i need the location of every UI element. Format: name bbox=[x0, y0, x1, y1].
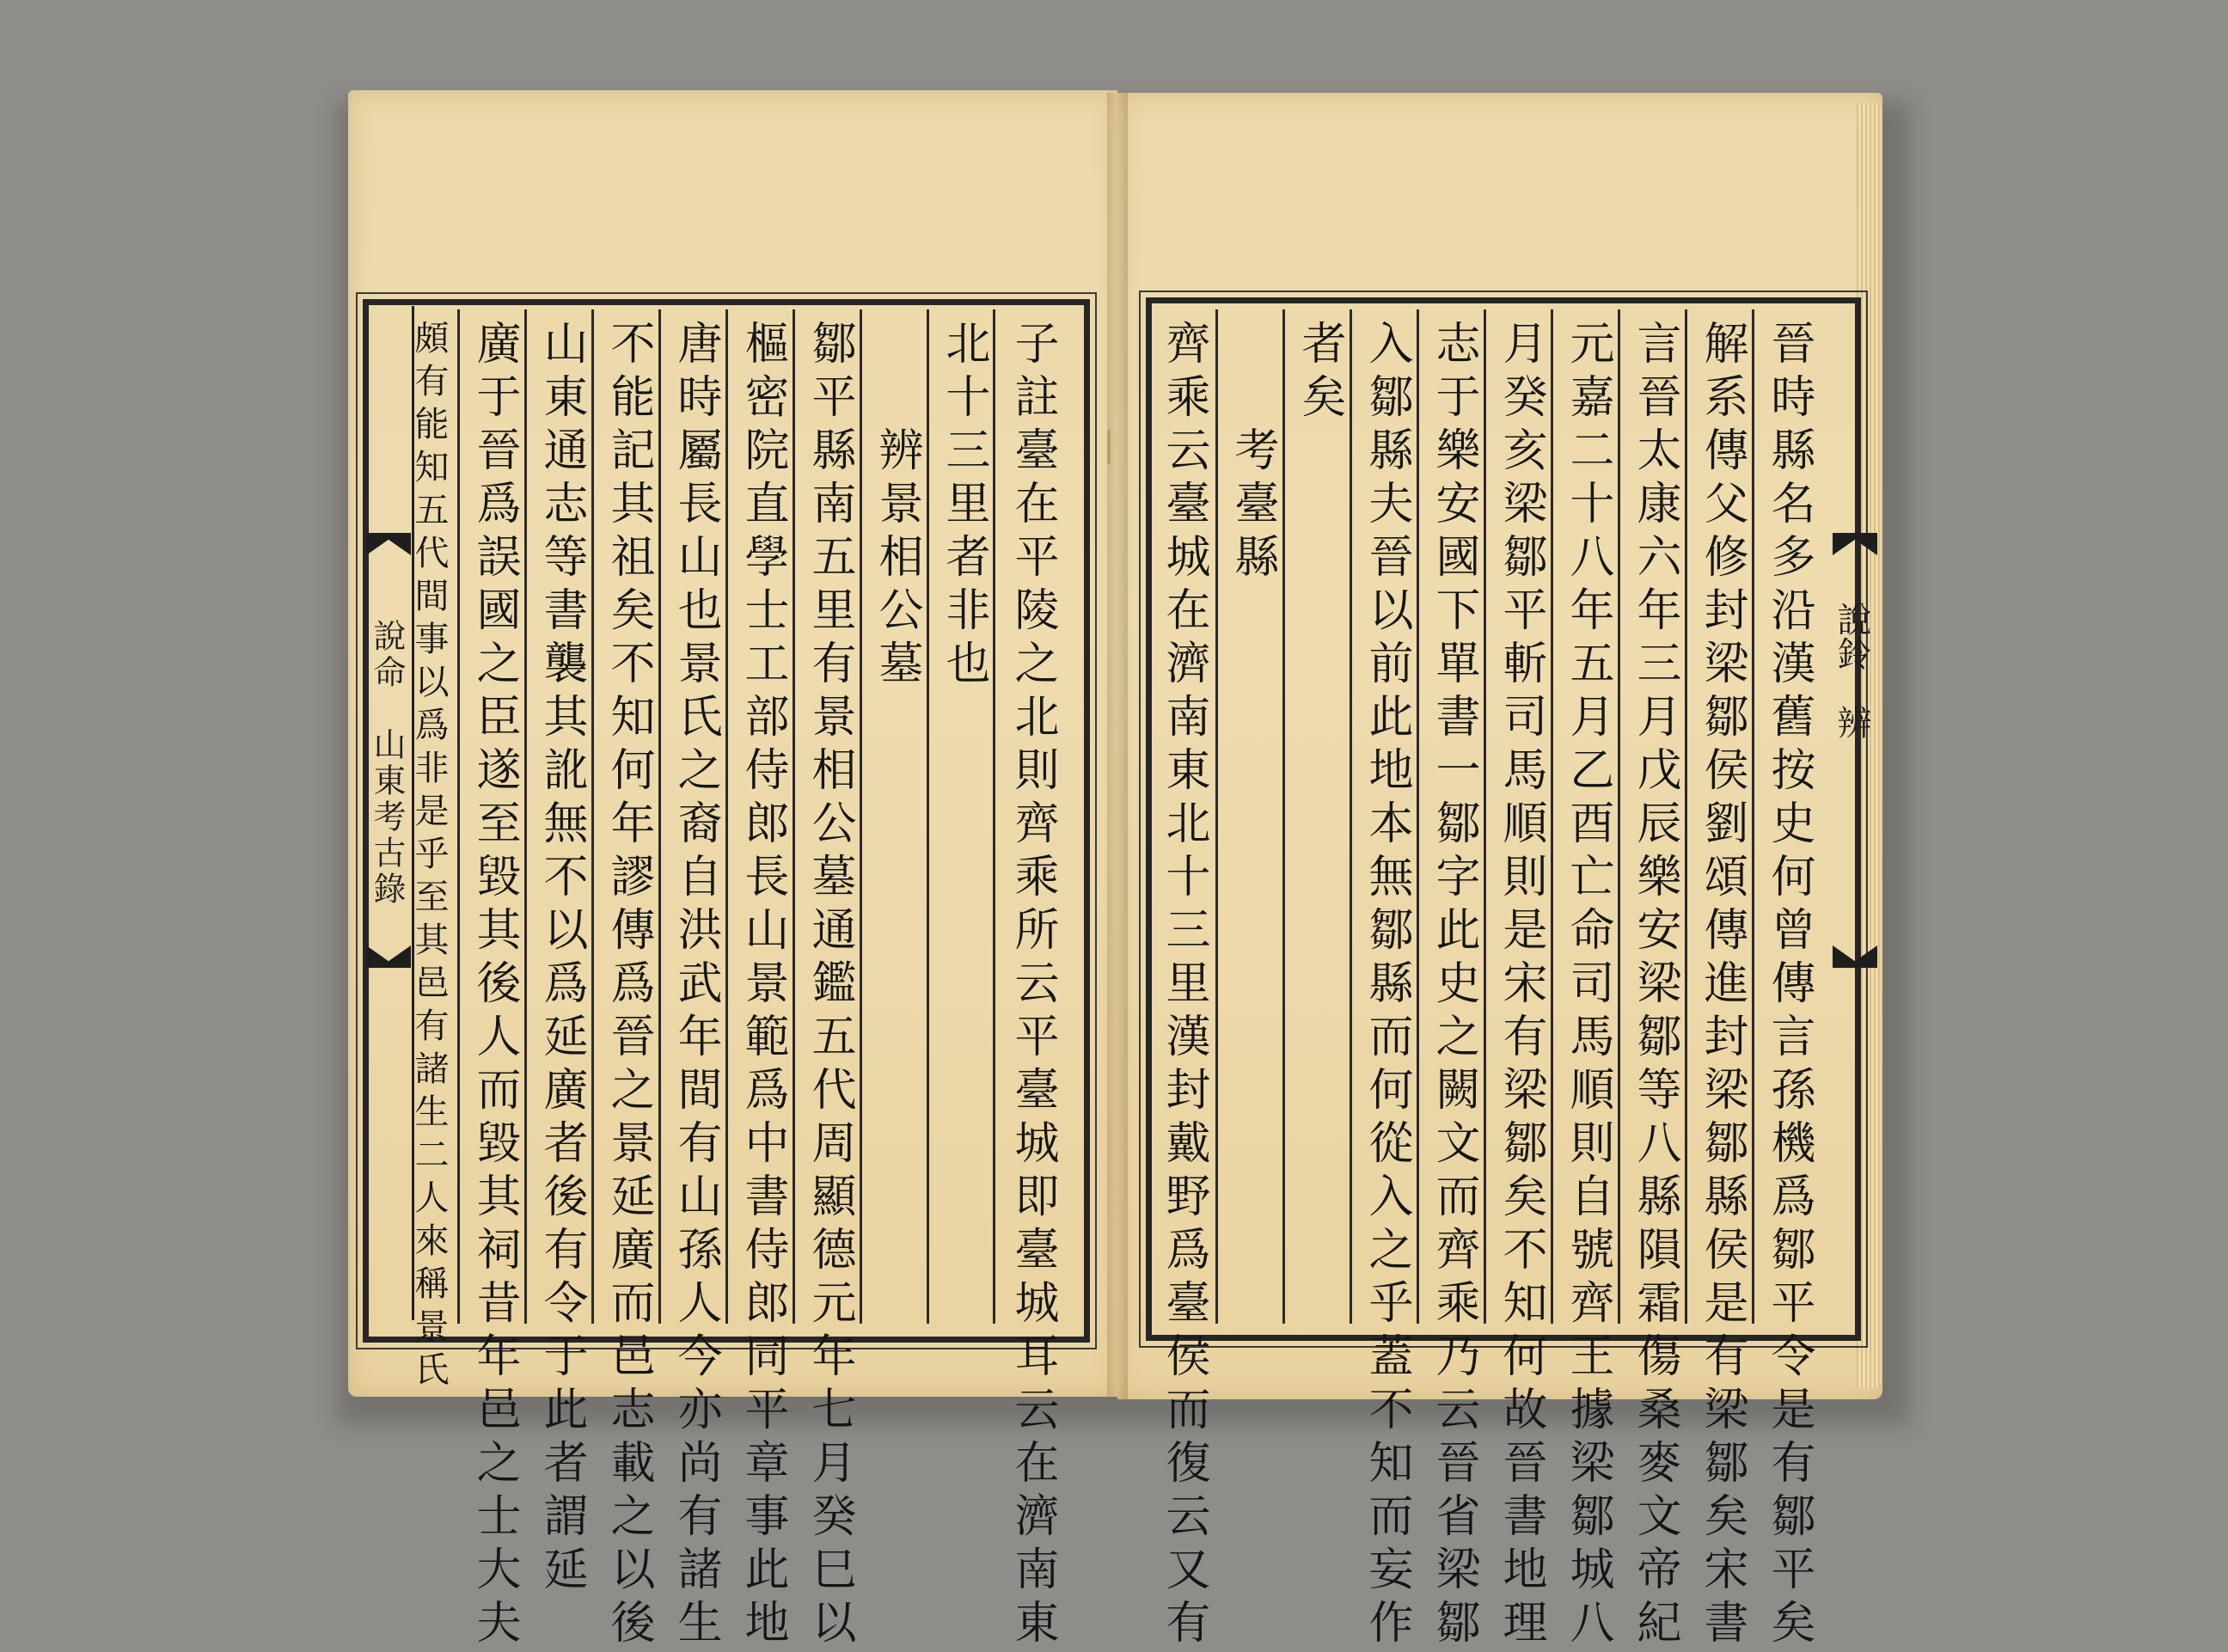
column-rule bbox=[993, 309, 995, 1324]
binding-thread bbox=[1107, 430, 1111, 464]
left-column-8: 山東通志等書襲其訛無不以爲延廣者後有令于此者謂延 bbox=[536, 320, 587, 1599]
left-column-3: 辨景相公墓 bbox=[871, 320, 922, 693]
right-column-10: 齊乘云臺城在濟南東北十三里漢封戴野爲臺侯而復云又有 bbox=[1158, 320, 1209, 1652]
column-rule bbox=[1618, 309, 1620, 1324]
right-column-8: 者矣 bbox=[1294, 320, 1345, 426]
column-rule bbox=[591, 309, 594, 1324]
column-rule bbox=[1752, 309, 1754, 1324]
right-column-9: 考臺縣 bbox=[1227, 320, 1278, 586]
column-rule bbox=[1350, 309, 1352, 1324]
book-spine bbox=[1107, 93, 1128, 1399]
right-column-7: 入鄒縣夫晉以前此地本無鄒縣而何從入之乎蓋不知而妄作 bbox=[1361, 320, 1412, 1652]
column-rule bbox=[860, 309, 862, 1324]
left-column-7: 不能記其祖矣不知何年謬傳爲晉之景延廣而邑志載之以後 bbox=[603, 320, 654, 1652]
right-margin-label: 說鈴 辨 bbox=[1832, 602, 1871, 739]
column-rule bbox=[1282, 309, 1285, 1324]
column-rule bbox=[725, 309, 728, 1324]
left-margin-label: 說命 山東考古錄 bbox=[368, 619, 406, 908]
left-column-10: 頗有能知五代間事以爲非是乎至其邑有諸生二人來稱景氏 bbox=[409, 320, 449, 1394]
column-rule bbox=[524, 309, 527, 1324]
left-column-4: 鄒平縣南五里有景相公墓通鑑五代周顯德元年七月癸巳以 bbox=[804, 320, 855, 1652]
right-column-2: 解系傳父修封梁鄒侯劉頌傳進封梁鄒縣侯是有梁鄒矣宋書 bbox=[1696, 320, 1748, 1652]
right-column-1: 晉時縣名多沿漢舊按史何曾傳言孫機爲鄒平令是有鄒平矣 bbox=[1763, 320, 1815, 1652]
column-rule bbox=[1484, 309, 1486, 1324]
column-rule bbox=[793, 309, 795, 1324]
column-rule bbox=[457, 309, 460, 1324]
right-column-4: 元嘉二十八年五月乙酉亡命司馬順則自號齊王據梁鄒城八 bbox=[1562, 320, 1613, 1652]
column-rule bbox=[1417, 309, 1419, 1324]
left-column-6: 唐時屬長山也景氏之裔自洪武年間有山孫人今亦尚有諸生 bbox=[670, 320, 721, 1652]
right-column-5: 月癸亥梁鄒平斬司馬順則是宋有梁鄒矣不知何故晉書地理 bbox=[1495, 320, 1546, 1652]
column-rule bbox=[1215, 309, 1218, 1324]
column-rule bbox=[927, 309, 929, 1324]
left-column-1: 子註臺在平陵之北則齊乘所云平臺城即臺城耳云在濟南東 bbox=[1007, 320, 1058, 1652]
column-rule bbox=[1685, 309, 1687, 1324]
left-column-5: 樞密院直學士工部侍郎長山景範爲中書侍郎同平章事此地 bbox=[737, 320, 788, 1652]
left-column-9: 廣于晉爲誤國之臣遂至毀其後人而毀其祠昔年邑之士大夫 bbox=[468, 320, 520, 1652]
left-column-2: 北十三里者非也 bbox=[938, 320, 989, 693]
column-rule bbox=[658, 309, 661, 1324]
right-column-6: 志于樂安國下單書一鄒字此史之闕文而齊乘乃云晉省梁鄒 bbox=[1428, 320, 1479, 1652]
right-column-3: 言晉太康六年三月戊辰樂安梁鄒等八縣隕霜傷桑麥文帝紀 bbox=[1629, 320, 1680, 1652]
column-rule bbox=[1551, 309, 1553, 1324]
